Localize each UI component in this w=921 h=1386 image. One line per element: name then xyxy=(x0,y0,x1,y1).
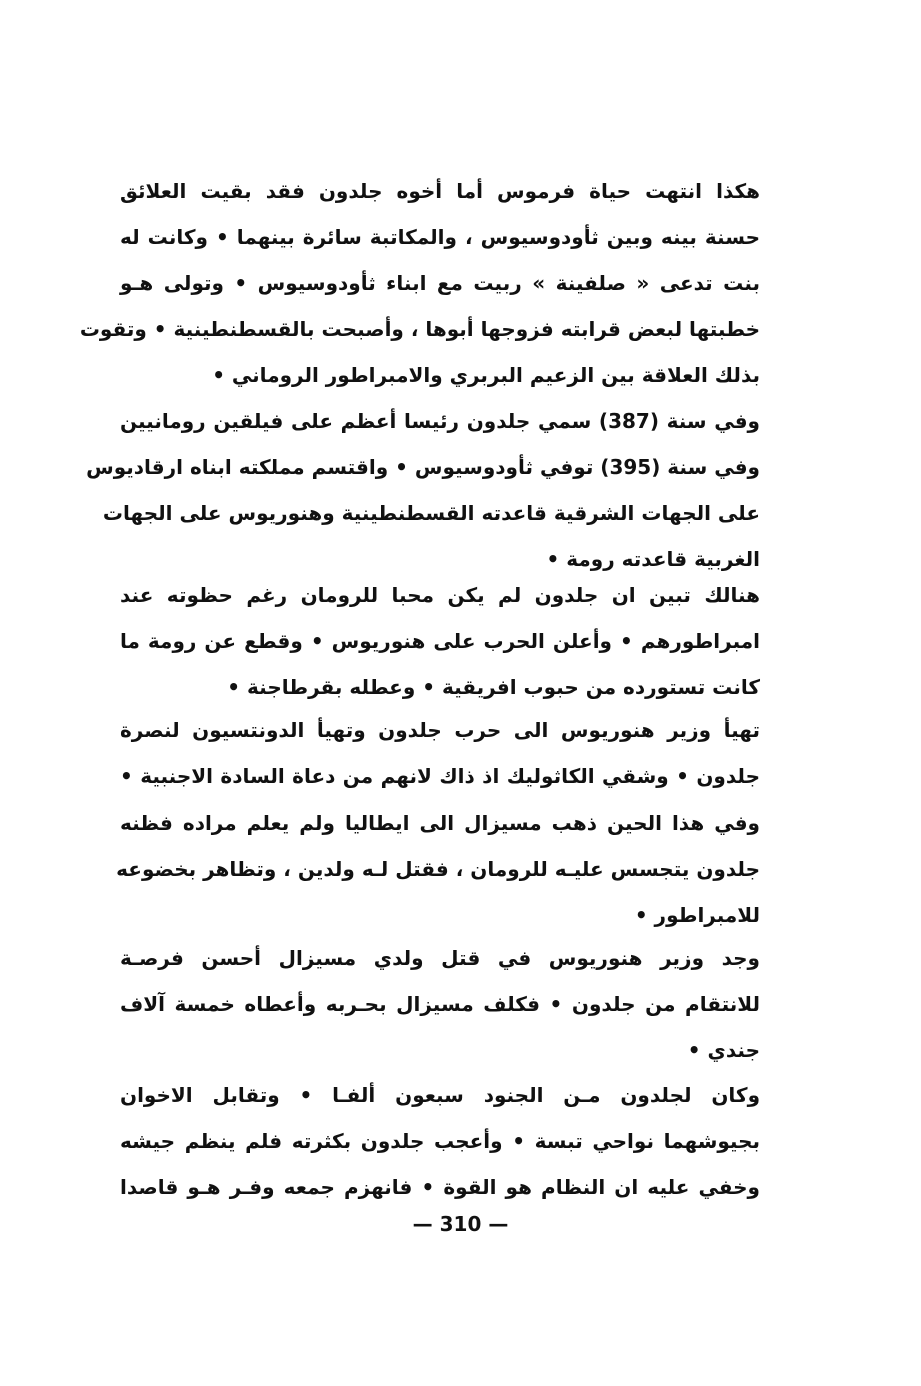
text-line: بجيوشهما نواحي تبسة • وأعجب جلدون بكثرته فلم ينظم جيشه xyxy=(120,1129,760,1153)
paragraph-4 xyxy=(120,707,760,799)
text-line: وجد وزير هنوريوس في قتل ولدي مسيزال أحسن فرصـة xyxy=(120,946,760,970)
text-line: وكان لجلدون مـن الجنود سبعون ألفـا • وتقابل الاخوان xyxy=(120,1083,760,1107)
paragraph-1 xyxy=(79,168,760,398)
paragraph-6 xyxy=(120,935,760,1073)
text-line: وفي هذا الحين ذهب مسيزال الى ايطاليا ولم يعلم مراده فظنه xyxy=(120,811,760,835)
text-line: خطبتها لبعض قرابته فزوجها أبوها ، وأصبحت بالقسطنطينية • وتقوت xyxy=(79,317,760,341)
text-line: وخفي عليه ان النظام هو القوة • فانهزم جمعه وفـر هـو قاصدا xyxy=(120,1175,760,1199)
paragraph-3 xyxy=(120,572,760,710)
text-line: جلدون • وشقي الكاثوليك اذ ذاك لانهم من دعاة السادة الاجنبية • xyxy=(120,764,760,788)
text-line: للامبراطور • xyxy=(634,903,760,927)
text-line: هنالك تبين ان جلدون لم يكن محبا للرومان رغم حظوته عند xyxy=(120,583,760,607)
text-line: الغربية قاعدته رومة • xyxy=(546,547,760,571)
text-line: على الجهات الشرقية قاعدته القسطنطينية وهنوريوس على الجهات xyxy=(102,501,760,525)
text-line: جندي • xyxy=(687,1038,760,1062)
text-line: امبراطورهم • وأعلن الحرب على هنوريوس • وقطع عن رومة ما xyxy=(120,629,760,653)
text-line: كانت تستورده من حبوب افريقية • وعطله بقرطاجنة • xyxy=(227,675,760,699)
paragraph-7 xyxy=(120,1072,760,1210)
text-line: بذلك العلاقة بين الزعيم البربري والامبراطور الروماني • xyxy=(212,363,760,387)
text-line: حسنة بينه وبين ثأودوسيوس ، والمكاتبة سائرة بينهما • وكانت له xyxy=(120,225,760,249)
text-line: جلدون يتجسس عليـه للرومان ، فقتل لـه ولدين ، وتظاهر بخضوعه xyxy=(116,857,760,881)
page-number: — 310 — xyxy=(412,1212,509,1236)
text-line: وفي سنة (387) سمي جلدون رئيسا أعظم على فيلقين رومانيين xyxy=(120,409,760,433)
text-line: تهيأ وزير هنوريوس الى حرب جلدون وتهيأ الدونتسيون لنصرة xyxy=(120,718,760,742)
paragraph-5 xyxy=(116,800,760,938)
text-line: للانتقام من جلدون • فكلف مسيزال بحـربه وأعطاه خمسة آلاف xyxy=(120,992,760,1016)
text-line: بنت تدعى « صلفينة » ربيت مع ابناء ثأودوسيوس • وتولى هـو xyxy=(120,271,760,295)
text-line: هكذا انتهت حياة فرموس أما أخوه جلدون فقد بقيت العلائق xyxy=(120,179,760,203)
paragraph-2 xyxy=(86,398,760,582)
text-line: وفي سنة (395) توفي ثأودوسيوس • واقتسم مملكته ابناه ارقاديوس xyxy=(86,455,760,479)
